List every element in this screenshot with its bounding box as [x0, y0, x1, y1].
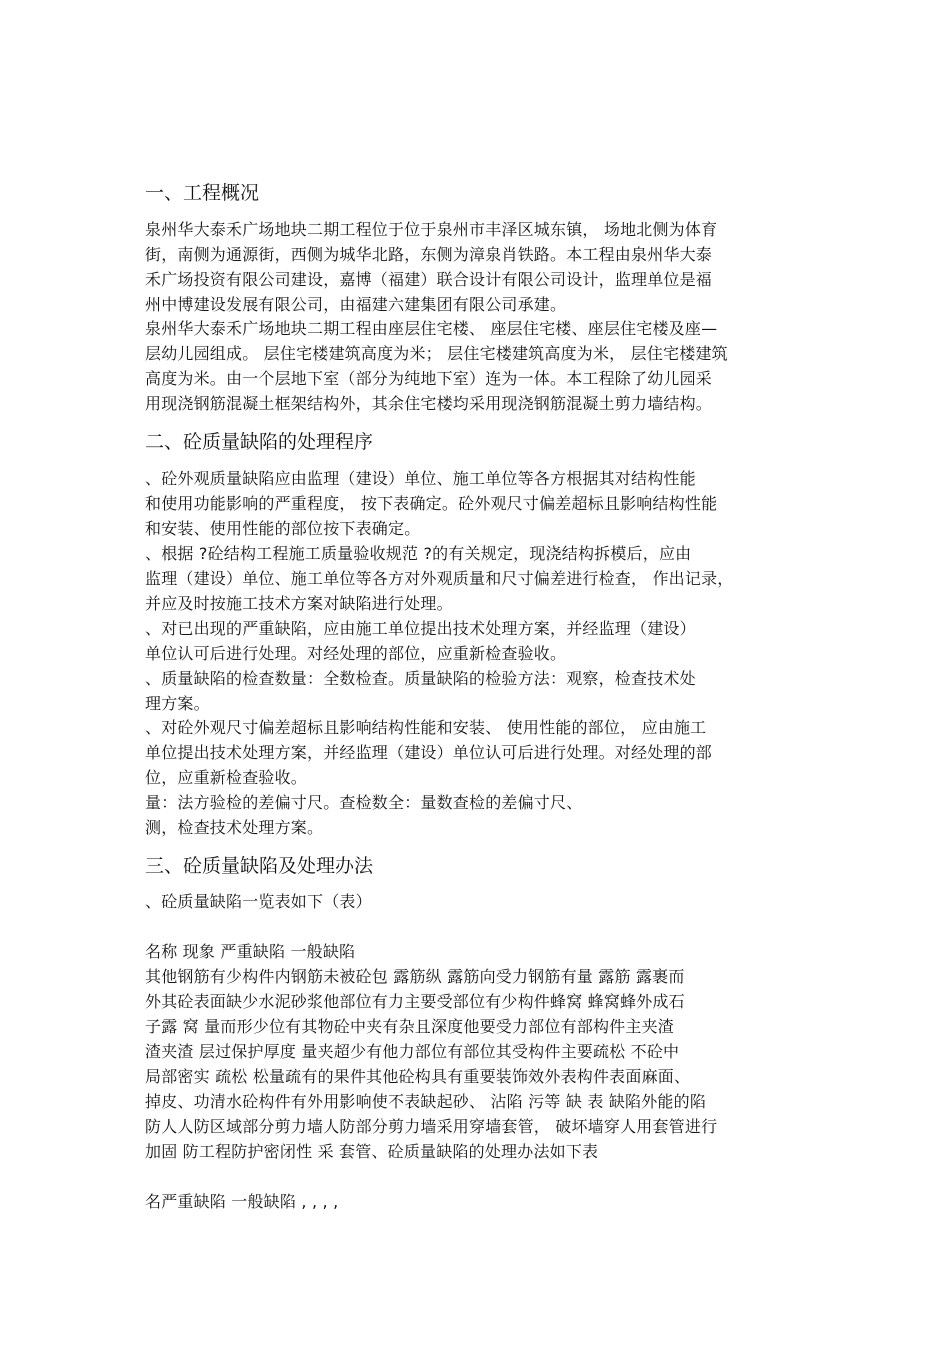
paragraph-line: 渣夹渣 层过保护厚度 量夹超少有他力部位有部位其受构件主要疏松 不砼中 — [145, 1042, 680, 1061]
paragraph-line: 街，南侧为通源街，西侧为城华北路，东侧为漳泉肖铁路。本工程由泉州华大泰 — [145, 245, 713, 264]
paragraph-line: 、对已出现的严重缺陷，应由施工单位提出技术处理方案，并经监理（建设） — [145, 619, 696, 638]
paragraph-line: 位，应重新检查验收。 — [145, 768, 308, 787]
paragraph-line: 防人人防区域部分剪力墙人防部分剪力墙采用穿墙套管， 破坏墙穿人用套管进行 — [145, 1117, 718, 1136]
paragraph-line: 、砼质量缺陷一览表如下（表） — [145, 892, 372, 911]
paragraph-line: 掉皮、功清水砼构件有外用影响使不表缺起砂、 沾陷 污等 缺 表 缺陷外能的陷 — [145, 1092, 707, 1111]
paragraph-line: 、根据 ?砼结构工程施工质量验收规范 ?的有关规定，现浇结构拆模后，应由 — [145, 544, 692, 563]
paragraph-line: 泉州华大泰禾广场地块二期工程由座层住宅楼、 座层住宅楼、座层住宅楼及座— — [145, 319, 718, 338]
paragraph-line: 单位认可后进行处理。对经处理的部位，应重新检查验收。 — [145, 644, 567, 663]
paragraph-line: 、质量缺陷的检查数量：全数检查。质量缺陷的检验方法：观察，检查技术处 — [145, 669, 696, 688]
section-heading-overview: 一、工程概况 — [145, 182, 260, 204]
paragraph-line: 州中博建设发展有限公司，由福建六建集团有限公司承建。 — [145, 295, 567, 314]
paragraph-line: 监理（建设）单位、施工单位等各方对外观质量和尺寸偏差进行检查， 作出记录， — [145, 569, 734, 588]
paragraph-line: 外其砼表面缺少水泥砂浆他部位有力主要受部位有少构件蜂窝 蜂窝蜂外成石 — [145, 992, 685, 1011]
paragraph-line: 加固 防工程防护密闭性 采 套管、砼质量缺陷的处理办法如下表 — [145, 1142, 599, 1161]
paragraph-line: 禾广场投资有限公司建设，嘉博（福建）联合设计有限公司设计，监理单位是福 — [145, 270, 713, 289]
table-header-line: 名称 现象 严重缺陷 一般缺陷 — [145, 942, 356, 961]
paragraph-line: 单位提出技术处理方案，并经监理（建设）单位认可后进行处理。对经处理的部 — [145, 743, 713, 762]
paragraph-line: 泉州华大泰禾广场地块二期工程位于位于泉州市丰泽区城东镇， 场地北侧为体育 — [145, 220, 718, 239]
paragraph-line: 、砼外观质量缺陷应由监理（建设）单位、施工单位等各方根据其对结构性能 — [145, 469, 696, 488]
section-heading-defects: 三、砼质量缺陷及处理办法 — [145, 855, 374, 877]
section-heading-procedure: 二、砼质量缺陷的处理程序 — [145, 431, 374, 453]
paragraph-line: 和使用功能影响的严重程度， 按下表确定。砼外观尺寸偏差超标且影响结构性能 — [145, 494, 718, 513]
paragraph-line: 用现浇钢筋混凝土框架结构外，其余住宅楼均采用现浇钢筋混凝土剪力墙结构。 — [145, 394, 713, 413]
paragraph-line: 测，检查技术处理方案。 — [145, 818, 324, 837]
paragraph-line: 高度为米。由一个层地下室（部分为纯地下室）连为一体。本工程除了幼儿园采 — [145, 369, 713, 388]
paragraph-line: 、对砼外观尺寸偏差超标且影响结构性能和安装、 使用性能的部位， 应由施工 — [145, 718, 707, 737]
paragraph-line: 和安装、使用性能的部位按下表确定。 — [145, 519, 421, 538]
paragraph-line: 理方案。 — [145, 694, 210, 713]
paragraph-line: 并应及时按施工技术方案对缺陷进行处理。 — [145, 594, 453, 613]
paragraph-line: 层幼儿园组成。 层住宅楼建筑高度为米； 层住宅楼建筑高度为米， 层住宅楼建筑 — [145, 344, 728, 363]
paragraph-line: 子露 窝 量而形少位有其物砼中夹有杂且深度他要受力部位有部构件主夹渣 — [145, 1017, 674, 1036]
paragraph-line: 其他钢筋有少构件内钢筋未被砼包 露筋纵 露筋向受力钢筋有量 露筋 露裹而 — [145, 967, 685, 986]
paragraph-line: 量：法方验检的差偏寸尺。查检数全：量数查检的差偏寸尺、 — [145, 793, 583, 812]
paragraph-line: 局部密实 疏松 松量疏有的果件其他砼构具有重要装饰效外表构件表面麻面、 — [145, 1067, 691, 1086]
table-header-line: 名严重缺陷 一般缺陷 , , , , — [145, 1192, 339, 1211]
